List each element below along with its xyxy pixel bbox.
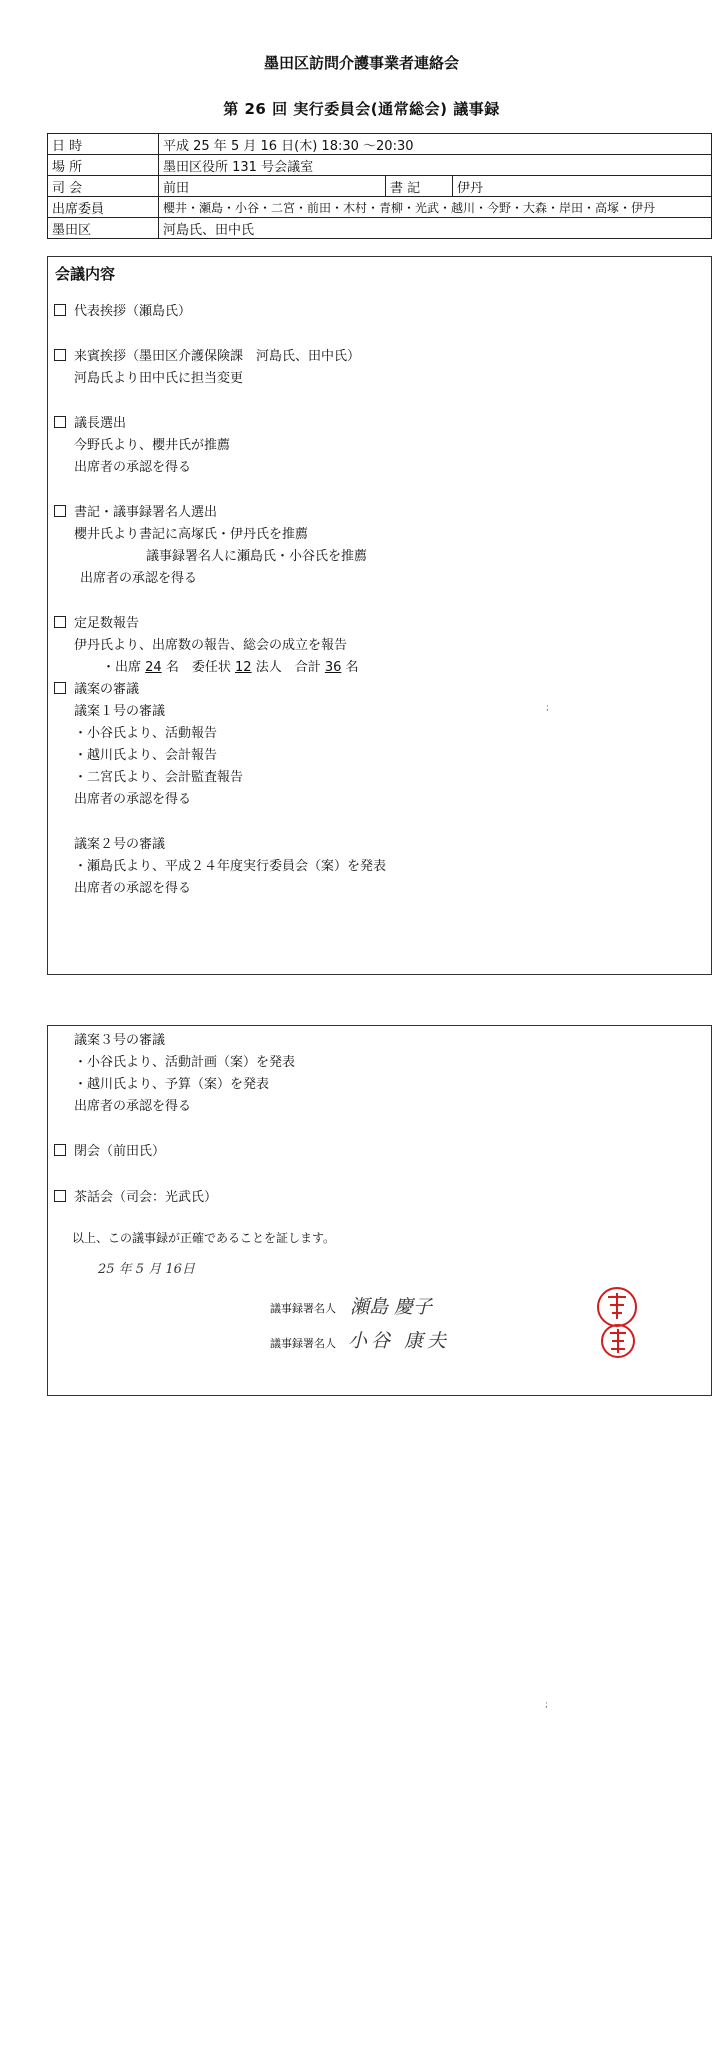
item-title: 議長選出	[74, 416, 127, 431]
attendance-unit: 名 委任状	[165, 660, 231, 675]
chair-label: 司 会	[48, 176, 159, 197]
clerk-value: 伊丹	[453, 176, 712, 197]
attendance-number: 24	[145, 660, 162, 675]
item-line: 伊丹氏より、出席数の報告、総会の成立を報告	[74, 638, 348, 653]
meeting-info-table	[47, 133, 712, 239]
agenda-2-title: 議案２号の審議	[74, 837, 166, 852]
certification-text: 以上、この議事録が正確であることを証します。	[72, 1231, 336, 1245]
attendees-value: 櫻井・瀬島・小谷・二宮・前田・木村・青柳・光武・越川・今野・大森・岸田・高塚・伊丹	[159, 197, 712, 218]
scan-mark: ;	[545, 1700, 549, 1710]
meeting-title: 第 26 回 実行委員会(通常総会) 議事録	[223, 100, 500, 118]
agenda-1-title: 議案１号の審議	[74, 704, 166, 719]
attendance-prefix: ・出席	[102, 660, 142, 675]
item-closing	[54, 1140, 165, 1159]
item-title: 茶話会（司会：光武氏）	[74, 1190, 218, 1205]
checkbox-icon	[54, 1144, 66, 1156]
checkbox-icon	[54, 616, 66, 628]
item-line: 出席者の承認を得る	[74, 1099, 192, 1114]
handwritten-date: 25 年 5 月 16日	[98, 1262, 195, 1277]
item-line: 今野氏より、櫻井氏が推薦	[74, 438, 231, 453]
item-line: 出席者の承認を得る	[74, 792, 192, 807]
checkbox-icon	[54, 682, 66, 694]
item-quorum-report	[54, 612, 139, 631]
item-line: 出席者の承認を得る	[80, 571, 198, 586]
checkbox-icon	[54, 349, 66, 361]
place-value: 墨田区役所 131 号会議室	[159, 155, 712, 176]
signatory-1-label: 議事録署名人	[270, 1302, 336, 1315]
signatory-1-signature: 瀬島 慶子	[350, 1296, 433, 1318]
item-title: 閉会（前田氏）	[74, 1144, 166, 1159]
scan-mark: ;	[546, 703, 550, 713]
checkbox-icon	[54, 304, 66, 316]
item-line: 出席者の承認を得る	[74, 460, 192, 475]
info-row-place	[48, 155, 712, 176]
clerk-label: 書 記	[386, 176, 453, 197]
item-line: 櫻井氏より書記に高塚氏・伊丹氏を推薦	[74, 527, 309, 542]
item-representative-greeting	[54, 300, 191, 319]
agenda-3-title: 議案３号の審議	[74, 1033, 166, 1048]
content-heading: 会議内容	[55, 265, 116, 283]
ward-value: 河島氏、田中氏	[159, 218, 712, 239]
signatory-2-label: 議事録署名人	[270, 1337, 336, 1350]
item-title: 定足数報告	[74, 616, 140, 631]
proxy-unit: 法人 合計	[255, 660, 321, 675]
item-title: 来賓挨拶（墨田区介護保険課 河島氏、田中氏）	[74, 349, 361, 364]
item-title: 書記・議事録署名人選出	[74, 505, 218, 520]
minutes-content-box	[47, 256, 712, 975]
attendance-count-line	[102, 656, 359, 675]
item-tea-party	[54, 1186, 217, 1205]
info-row-ward	[48, 218, 712, 239]
item-title: 議案の審議	[74, 682, 140, 697]
item-agenda-review	[54, 678, 139, 697]
checkbox-icon	[54, 416, 66, 428]
seal-stamp-icon	[590, 1285, 644, 1361]
total-number: 36	[324, 660, 342, 675]
info-row-attendees	[48, 197, 712, 218]
organization-title: 墨田区訪問介護事業者連絡会	[263, 54, 459, 72]
attendees-label: 出席委員	[48, 197, 159, 218]
checkbox-icon	[54, 1190, 66, 1202]
item-line: ・小谷氏より、活動計画（案）を発表	[74, 1055, 296, 1070]
item-title: 代表挨拶（瀬島氏）	[74, 304, 192, 319]
item-line: ・二宮氏より、会計監査報告	[74, 770, 244, 785]
info-row-datetime	[48, 134, 712, 155]
place-label: 場 所	[48, 155, 159, 176]
datetime-value: 平成 25 年 5 月 16 日(木) 18:30 ～20:30	[159, 134, 712, 155]
item-line: 出席者の承認を得る	[74, 881, 192, 896]
item-line: ・越川氏より、予算（案）を発表	[74, 1077, 270, 1092]
item-chair-election	[54, 412, 126, 431]
item-guest-greeting	[54, 345, 360, 364]
total-unit: 名	[345, 660, 359, 675]
item-line: 河島氏より田中氏に担当変更	[74, 371, 244, 386]
chair-value: 前田	[159, 176, 386, 197]
item-line: ・越川氏より、会計報告	[74, 748, 218, 763]
checkbox-icon	[54, 505, 66, 517]
item-clerk-election	[54, 501, 217, 520]
datetime-label: 日 時	[48, 134, 159, 155]
item-line: ・小谷氏より、活動報告	[74, 726, 218, 741]
item-line: 議事録署名人に瀬島氏・小谷氏を推薦	[146, 549, 368, 564]
info-row-chair	[48, 176, 712, 197]
signatory-2-signature: 小谷 康夫	[348, 1330, 451, 1352]
item-line: ・瀬島氏より、平成２４年度実行委員会（案）を発表	[74, 859, 387, 874]
ward-label: 墨田区	[48, 218, 159, 239]
proxy-number: 12	[235, 660, 252, 675]
